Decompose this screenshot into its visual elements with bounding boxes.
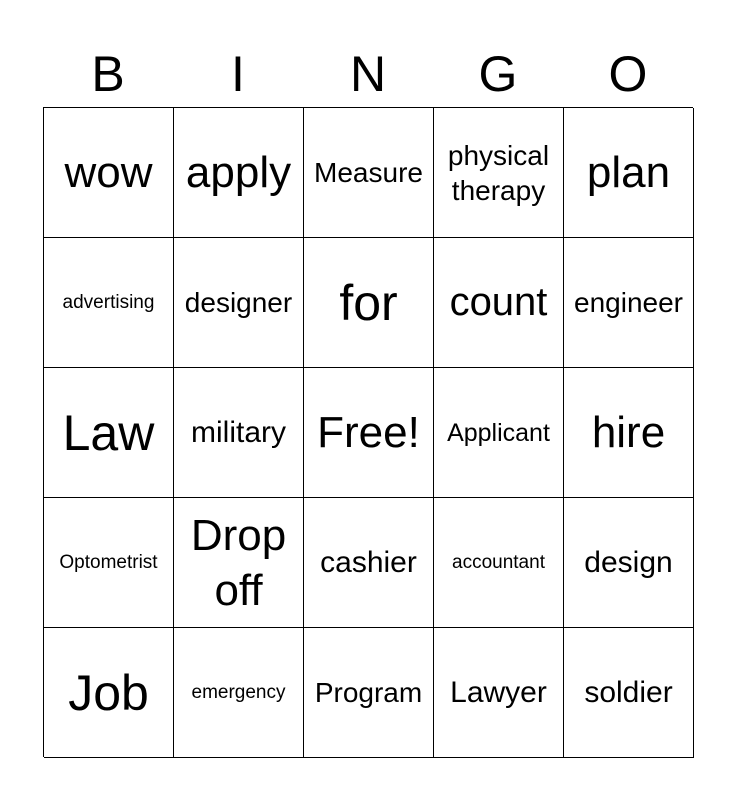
bingo-cell[interactable]: cashier [304,498,434,628]
header-letter-g: G [478,46,518,102]
bingo-cell[interactable]: Job [44,628,174,758]
bingo-cell[interactable]: Drop off [174,498,304,628]
bingo-cell[interactable]: engineer [564,238,694,368]
bingo-cell[interactable]: Optometrist [44,498,174,628]
bingo-cell[interactable]: emergency [174,628,304,758]
bingo-cell[interactable]: Law [44,368,174,498]
bingo-cell[interactable]: count [434,238,564,368]
header-letter-b: B [91,46,125,102]
bingo-cell[interactable]: Applicant [434,368,564,498]
header-letter-i: I [231,46,245,102]
header-letter-n: N [349,46,387,102]
bingo-cell[interactable]: design [564,498,694,628]
bingo-cell[interactable]: designer [174,238,304,368]
bingo-cell[interactable]: soldier [564,628,694,758]
bingo-cell[interactable]: advertising [44,238,174,368]
bingo-header [43,40,693,108]
bingo-cell[interactable]: Measure [304,108,434,238]
bingo-cell[interactable]: for [304,238,434,368]
bingo-cell[interactable]: military [174,368,304,498]
bingo-cell[interactable]: Program [304,628,434,758]
bingo-cell[interactable]: hire [564,368,694,498]
bingo-cell[interactable]: physical therapy [434,108,564,238]
bingo-board [43,107,693,757]
bingo-cell[interactable]: wow [44,108,174,238]
header-letter-o: O [608,46,648,102]
bingo-cell[interactable]: Lawyer [434,628,564,758]
bingo-cell[interactable]: plan [564,108,694,238]
bingo-cell[interactable]: accountant [434,498,564,628]
bingo-cell[interactable]: apply [174,108,304,238]
free-space-cell[interactable]: Free! [304,368,434,498]
